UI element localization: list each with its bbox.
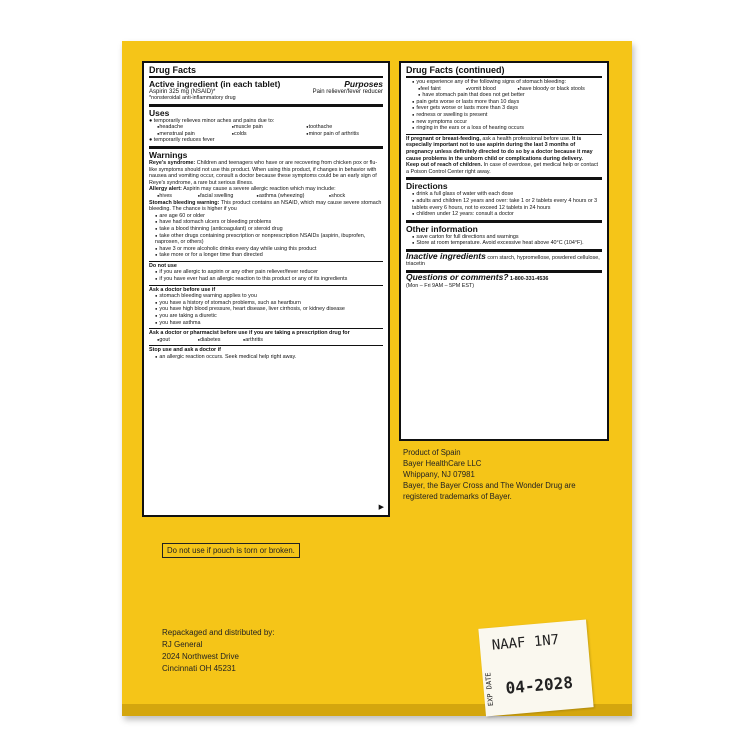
uses-list xyxy=(149,124,383,137)
stomach-item: ● are age 60 or older xyxy=(155,213,383,220)
keep-out-text: In case of overdose, get medical help or contact a Poison Control Center right away. xyxy=(406,162,599,175)
active-header-row xyxy=(149,79,383,89)
stomach-warning xyxy=(149,200,383,213)
signs-last-list xyxy=(406,92,602,99)
product-trademark: Bayer, the Bayer Cross and The Wonder Drug are registered trademarks of Bayer. xyxy=(403,481,576,501)
ask-doctor-item: ● you are taking a diuretic xyxy=(155,313,383,320)
directions-list xyxy=(406,191,602,217)
product-city: Whippany, NJ 07981 xyxy=(403,470,475,479)
directions-section xyxy=(406,177,602,217)
questions-header: Questions or comments? xyxy=(406,272,509,283)
do-not-use-section xyxy=(149,261,383,283)
pouch-warning: Do not use if pouch is torn or broken. xyxy=(162,543,300,558)
ask-doctor-header: Ask a doctor before use if xyxy=(149,286,216,293)
ask-doctor-item: ● you have a history of stomach problems, such as heartburn xyxy=(155,300,383,307)
warnings-header: Warnings xyxy=(149,149,188,160)
questions-section xyxy=(406,270,602,289)
stomach-item: ● take other drugs containing prescription or nonprescription NSAIDs (aspirin, ibuprofen, naproxen, or others) xyxy=(155,233,383,246)
signs-intro: ● you experience any of the following signs of stomach bleeding: xyxy=(412,79,602,86)
distributor-line: Repackaged and distributed by: xyxy=(162,628,275,637)
pharm-item: ● diabetes xyxy=(198,337,243,344)
ask-doctor-list xyxy=(149,293,383,326)
product-origin: Product of Spain xyxy=(403,448,461,457)
active-ingredient: Aspirin 325 mg (NSAID)* xyxy=(149,89,216,95)
direction-item: ● adults and children 12 years and over: take 1 or 2 tablets every 4 hours or 3 tablets every 6 hours, not to exceed 12 tablets in 24 hours xyxy=(412,198,602,211)
pregnancy-section xyxy=(406,134,602,176)
do-not-use-item: ● if you have ever had an allergic reaction to this product or any of its ingredients xyxy=(155,276,383,283)
sign-item: ● vomit blood xyxy=(466,86,518,93)
drug-facts-continued-panel xyxy=(399,61,609,441)
inactive-text: corn starch, hypromellose, powdered cellulose, triacetin xyxy=(406,254,600,268)
stomach-item: ● take more or for a longer time than directed xyxy=(155,252,383,259)
more-sign-item: ● fever gets worse or lasts more than 3 days xyxy=(412,105,602,112)
distributor-line: 2024 Northwest Drive xyxy=(162,652,239,661)
other-info-item: ● save carton for full directions and warnings xyxy=(412,234,602,241)
directions-header: Directions xyxy=(406,181,448,192)
use-item: ● headache xyxy=(157,124,232,131)
pregnancy-text: ask a health professional before use. xyxy=(482,135,571,142)
more-sign-item: ● ringing in the ears or a loss of hearing occurs xyxy=(412,125,602,132)
more-sign-item: ● pain gets worse or lasts more than 10 days xyxy=(412,99,602,106)
keep-out-label: Keep out of reach of children. xyxy=(406,162,483,169)
do-not-use-item: ● if you are allergic to aspirin or any other pain reliever/fever reducer xyxy=(155,269,383,276)
more-signs-list xyxy=(406,99,602,132)
ask-doctor-item: ● you have high blood pressure, heart disease, liver cirrhosis, or kidney disease xyxy=(155,306,383,313)
reyes-text: Children and teenagers who have or are recovering from chicken pox or flu-like symptoms should not use this product. When using this product, if changes in behavior with nausea and vomiting occur, consult a doctor because these symptoms could be an early sign of Reye's syndrome, a rare but serious illness. xyxy=(149,159,378,186)
pregnancy-warning xyxy=(406,136,602,162)
ask-doctor-section xyxy=(149,285,383,327)
more-sign-item: ● new symptoms occur xyxy=(412,119,602,126)
reyes-warning xyxy=(149,160,383,186)
continued-arrow-icon: ▶ xyxy=(378,504,384,511)
questions-hours: (Mon – Fri 9AM – 5PM EST) xyxy=(406,282,474,289)
keep-out-warning xyxy=(406,162,602,175)
signs-items xyxy=(406,86,602,93)
stomach-list xyxy=(149,213,383,259)
purpose-text: Pain reliever/fever reducer xyxy=(312,89,383,95)
uses-fever: ● temporarily reduces fever xyxy=(149,137,215,144)
distributor-line: Cincinnati OH 45231 xyxy=(162,664,236,673)
ask-pharmacist-text: Ask a doctor or pharmacist before use if you are taking a prescription drug for xyxy=(149,330,350,337)
other-info-header: Other information xyxy=(406,223,478,234)
medicine-box xyxy=(122,41,632,716)
stomach-label: Stomach bleeding warning: xyxy=(149,199,220,206)
inactive-section xyxy=(406,249,602,268)
use-item: ● colds xyxy=(232,131,307,138)
allergy-label: Allergy alert: xyxy=(149,186,182,193)
questions-line xyxy=(406,274,602,283)
use-item: ● minor pain of arthritis xyxy=(306,131,381,138)
use-item: ● muscle pain xyxy=(232,124,307,131)
ask-pharmacist-list xyxy=(149,337,383,344)
stomach-text: This product contains an NSAID, which may cause severe stomach bleeding. The chance is higher if you xyxy=(149,199,382,213)
allergy-item: ● facial swelling xyxy=(198,193,257,200)
allergy-text: Aspirin may cause a severe allergic reaction which may include: xyxy=(183,186,336,193)
inactive-header: Inactive ingredients xyxy=(406,250,486,261)
drug-facts-title: Drug Facts xyxy=(149,65,383,78)
lot-expiry-sticker xyxy=(478,619,593,716)
inactive-ingredients xyxy=(406,250,602,268)
pharm-item: ● gout xyxy=(157,337,198,344)
use-item: ● toothache xyxy=(306,124,381,131)
distributor-info xyxy=(162,627,275,675)
stop-use-item: ● an allergic reaction occurs. Seek medical help right away. xyxy=(155,354,383,361)
pregnancy-bold: It is especially important not to use aspirin during the last 3 months of pregnancy unless definitely directed to do so by a doctor because it may cause problems in the unborn child or complications during delivery. xyxy=(406,135,593,162)
stomach-item: ● have 3 or more alcoholic drinks every day while using this product xyxy=(155,246,383,253)
ask-pharmacist-section xyxy=(149,328,383,343)
uses-section xyxy=(149,104,383,144)
product-info xyxy=(403,447,603,502)
stomach-item: ● take a blood thinning (anticoagulant) or steroid drug xyxy=(155,226,383,233)
allergy-list xyxy=(149,193,383,200)
active-ingredient-header: Active ingredient (in each tablet) xyxy=(149,79,281,89)
drug-facts-continued-title: Drug Facts (continued) xyxy=(406,65,602,78)
stop-use-section xyxy=(149,345,383,360)
ask-doctor-item: ● you have asthma xyxy=(155,320,383,327)
uses-header: Uses xyxy=(149,107,170,118)
other-info-item: ● Store at room temperature. Avoid excessive heat above 40°C (104°F). xyxy=(412,240,602,247)
allergy-item: ● asthma (wheezing) xyxy=(256,193,328,200)
sign-item: ● have bloody or black stools xyxy=(517,86,602,93)
direction-item: ● drink a full glass of water with each dose xyxy=(412,191,602,198)
pharm-item: ● arthritis xyxy=(243,337,288,344)
direction-item: ● children under 12 years: consult a doctor xyxy=(412,211,602,218)
exp-label: EXP DATE xyxy=(484,672,496,707)
pregnancy-label: If pregnant or breast-feeding, xyxy=(406,135,481,142)
allergy-alert xyxy=(149,186,383,193)
other-info-section xyxy=(406,220,602,247)
ask-doctor-item: ● stomach bleeding warning applies to you xyxy=(155,293,383,300)
warnings-section xyxy=(149,146,383,259)
do-not-use-list xyxy=(149,269,383,282)
questions-phone: 1-800-331-4536 xyxy=(510,276,549,283)
signs-list xyxy=(406,79,602,86)
lot-number: NAAF 1N7 xyxy=(491,631,560,654)
allergy-item: ● shock xyxy=(329,193,374,200)
allergy-item: ● hives xyxy=(157,193,198,200)
drug-facts-panel xyxy=(142,61,390,517)
uses-intro: ● temporarily relieves minor aches and pains due to: xyxy=(149,117,275,124)
product-company: Bayer HealthCare LLC xyxy=(403,459,482,468)
reyes-label: Reye's syndrome: xyxy=(149,159,196,166)
stop-use-header: Stop use and ask a doctor if xyxy=(149,347,221,354)
distributor-line: RJ General xyxy=(162,640,203,649)
use-item: ● menstrual pain xyxy=(157,131,232,138)
exp-date: 04-2028 xyxy=(504,672,574,698)
stomach-item: ● have had stomach ulcers or bleeding problems xyxy=(155,219,383,226)
other-info-list xyxy=(406,234,602,247)
signs-last: ● have stomach pain that does not get better xyxy=(418,92,602,99)
more-sign-item: ● redness or swelling is present xyxy=(412,112,602,119)
nsaid-note: *nonsteroidal anti-inflammatory drug xyxy=(149,95,236,101)
purposes-header: Purposes xyxy=(344,79,383,89)
do-not-use-header: Do not use xyxy=(149,262,177,269)
sign-item: ● feel faint xyxy=(418,86,466,93)
stop-use-list xyxy=(149,354,383,361)
